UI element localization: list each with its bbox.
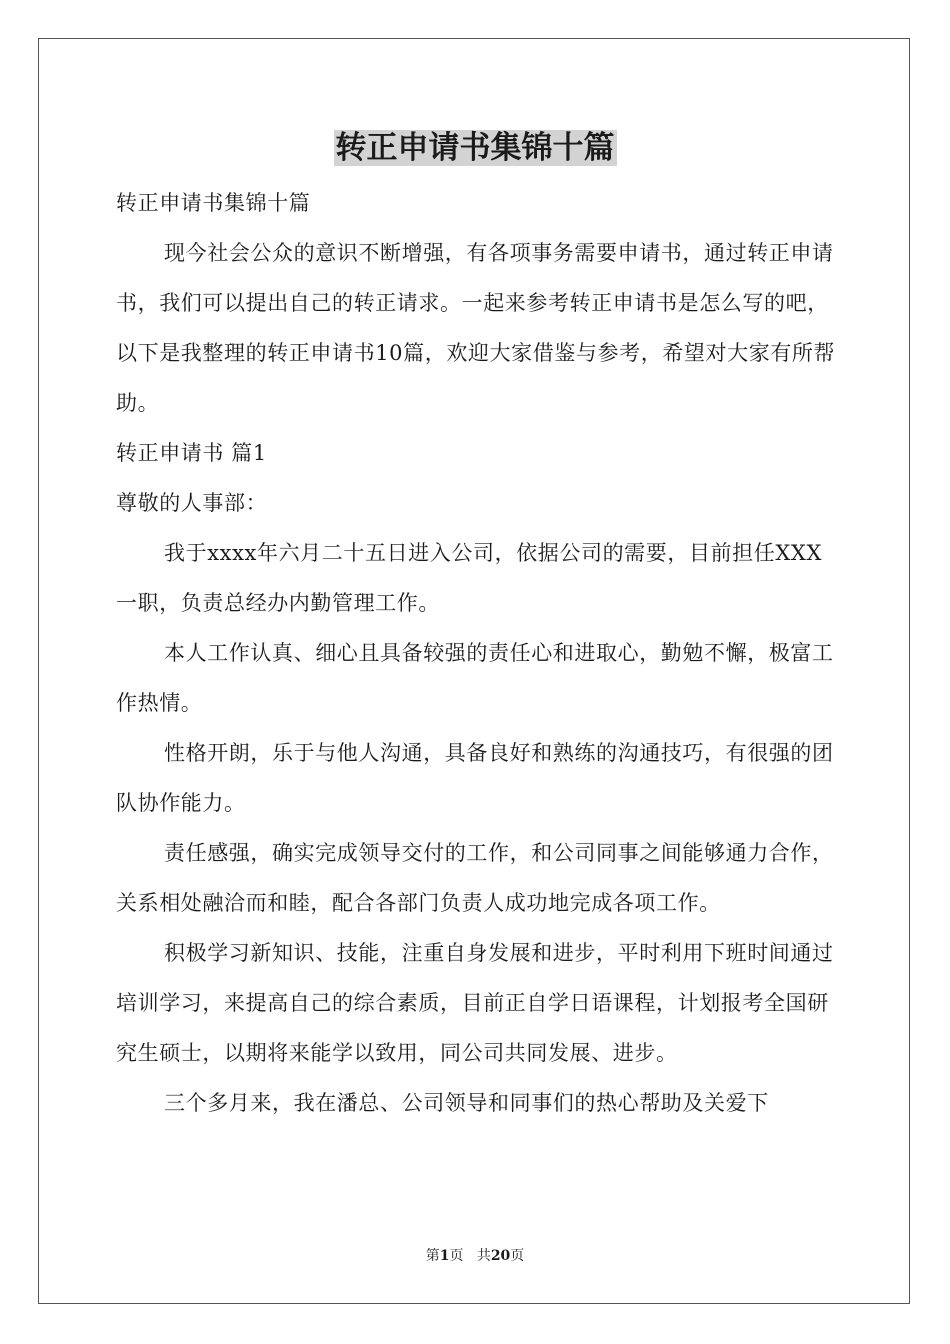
total-suffix: 页 <box>510 1248 525 1264</box>
body-paragraph: 性格开朗，乐于与他人沟通，具备良好和熟练的沟通技巧，有很强的团队协作能力。 <box>116 741 834 815</box>
page-suffix: 页 <box>449 1248 464 1264</box>
document-subtitle: 转正申请书集锦十篇 <box>116 191 311 215</box>
section-heading: 转正申请书 篇1 <box>116 441 267 465</box>
document-title-text: 转正申请书集锦十篇 <box>335 130 615 166</box>
intro-paragraph: 现今社会公众的意识不断增强，有各项事务需要申请书，通过转正申请书，我们可以提出自己的转正请求。一起来参考转正申请书是怎么写的吧，以下是我整理的转正申请书10篇，欢迎大家借鉴与参考，希望对大家有所帮助。 <box>116 241 836 415</box>
total-pages: 20 <box>490 1248 511 1264</box>
document-body <box>116 178 836 1128</box>
body-paragraph: 三个多月来，我在潘总、公司领导和同事们的热心帮助及关爱下 <box>164 1091 769 1115</box>
page-prefix: 第 <box>425 1248 440 1264</box>
total-prefix: 共 <box>476 1248 491 1264</box>
page-footer <box>0 1246 950 1266</box>
salutation: 尊敬的人事部： <box>116 491 268 515</box>
body-paragraph: 我于xxxx年六月二十五日进入公司，依据公司的需要，目前担任XXX一职，负责总经办内勤管理工作。 <box>116 541 823 615</box>
body-paragraph: 本人工作认真、细心且具备较强的责任心和进取心，勤勉不懈，极富工作热情。 <box>116 641 834 715</box>
document-title <box>0 126 950 170</box>
body-paragraph: 责任感强，确实完成领导交付的工作，和公司同事之间能够通力合作，关系相处融洽而和睦，配合各部门负责人成功地完成各项工作。 <box>116 841 834 915</box>
page-number: 1 <box>439 1248 450 1264</box>
body-paragraph: 积极学习新知识、技能，注重自身发展和进步，平时利用下班时间通过培训学习，来提高自己的综合素质，目前正自学日语课程，计划报考全国研究生硕士，以期将来能学以致用，同公司共同发展、进步。 <box>116 941 834 1065</box>
